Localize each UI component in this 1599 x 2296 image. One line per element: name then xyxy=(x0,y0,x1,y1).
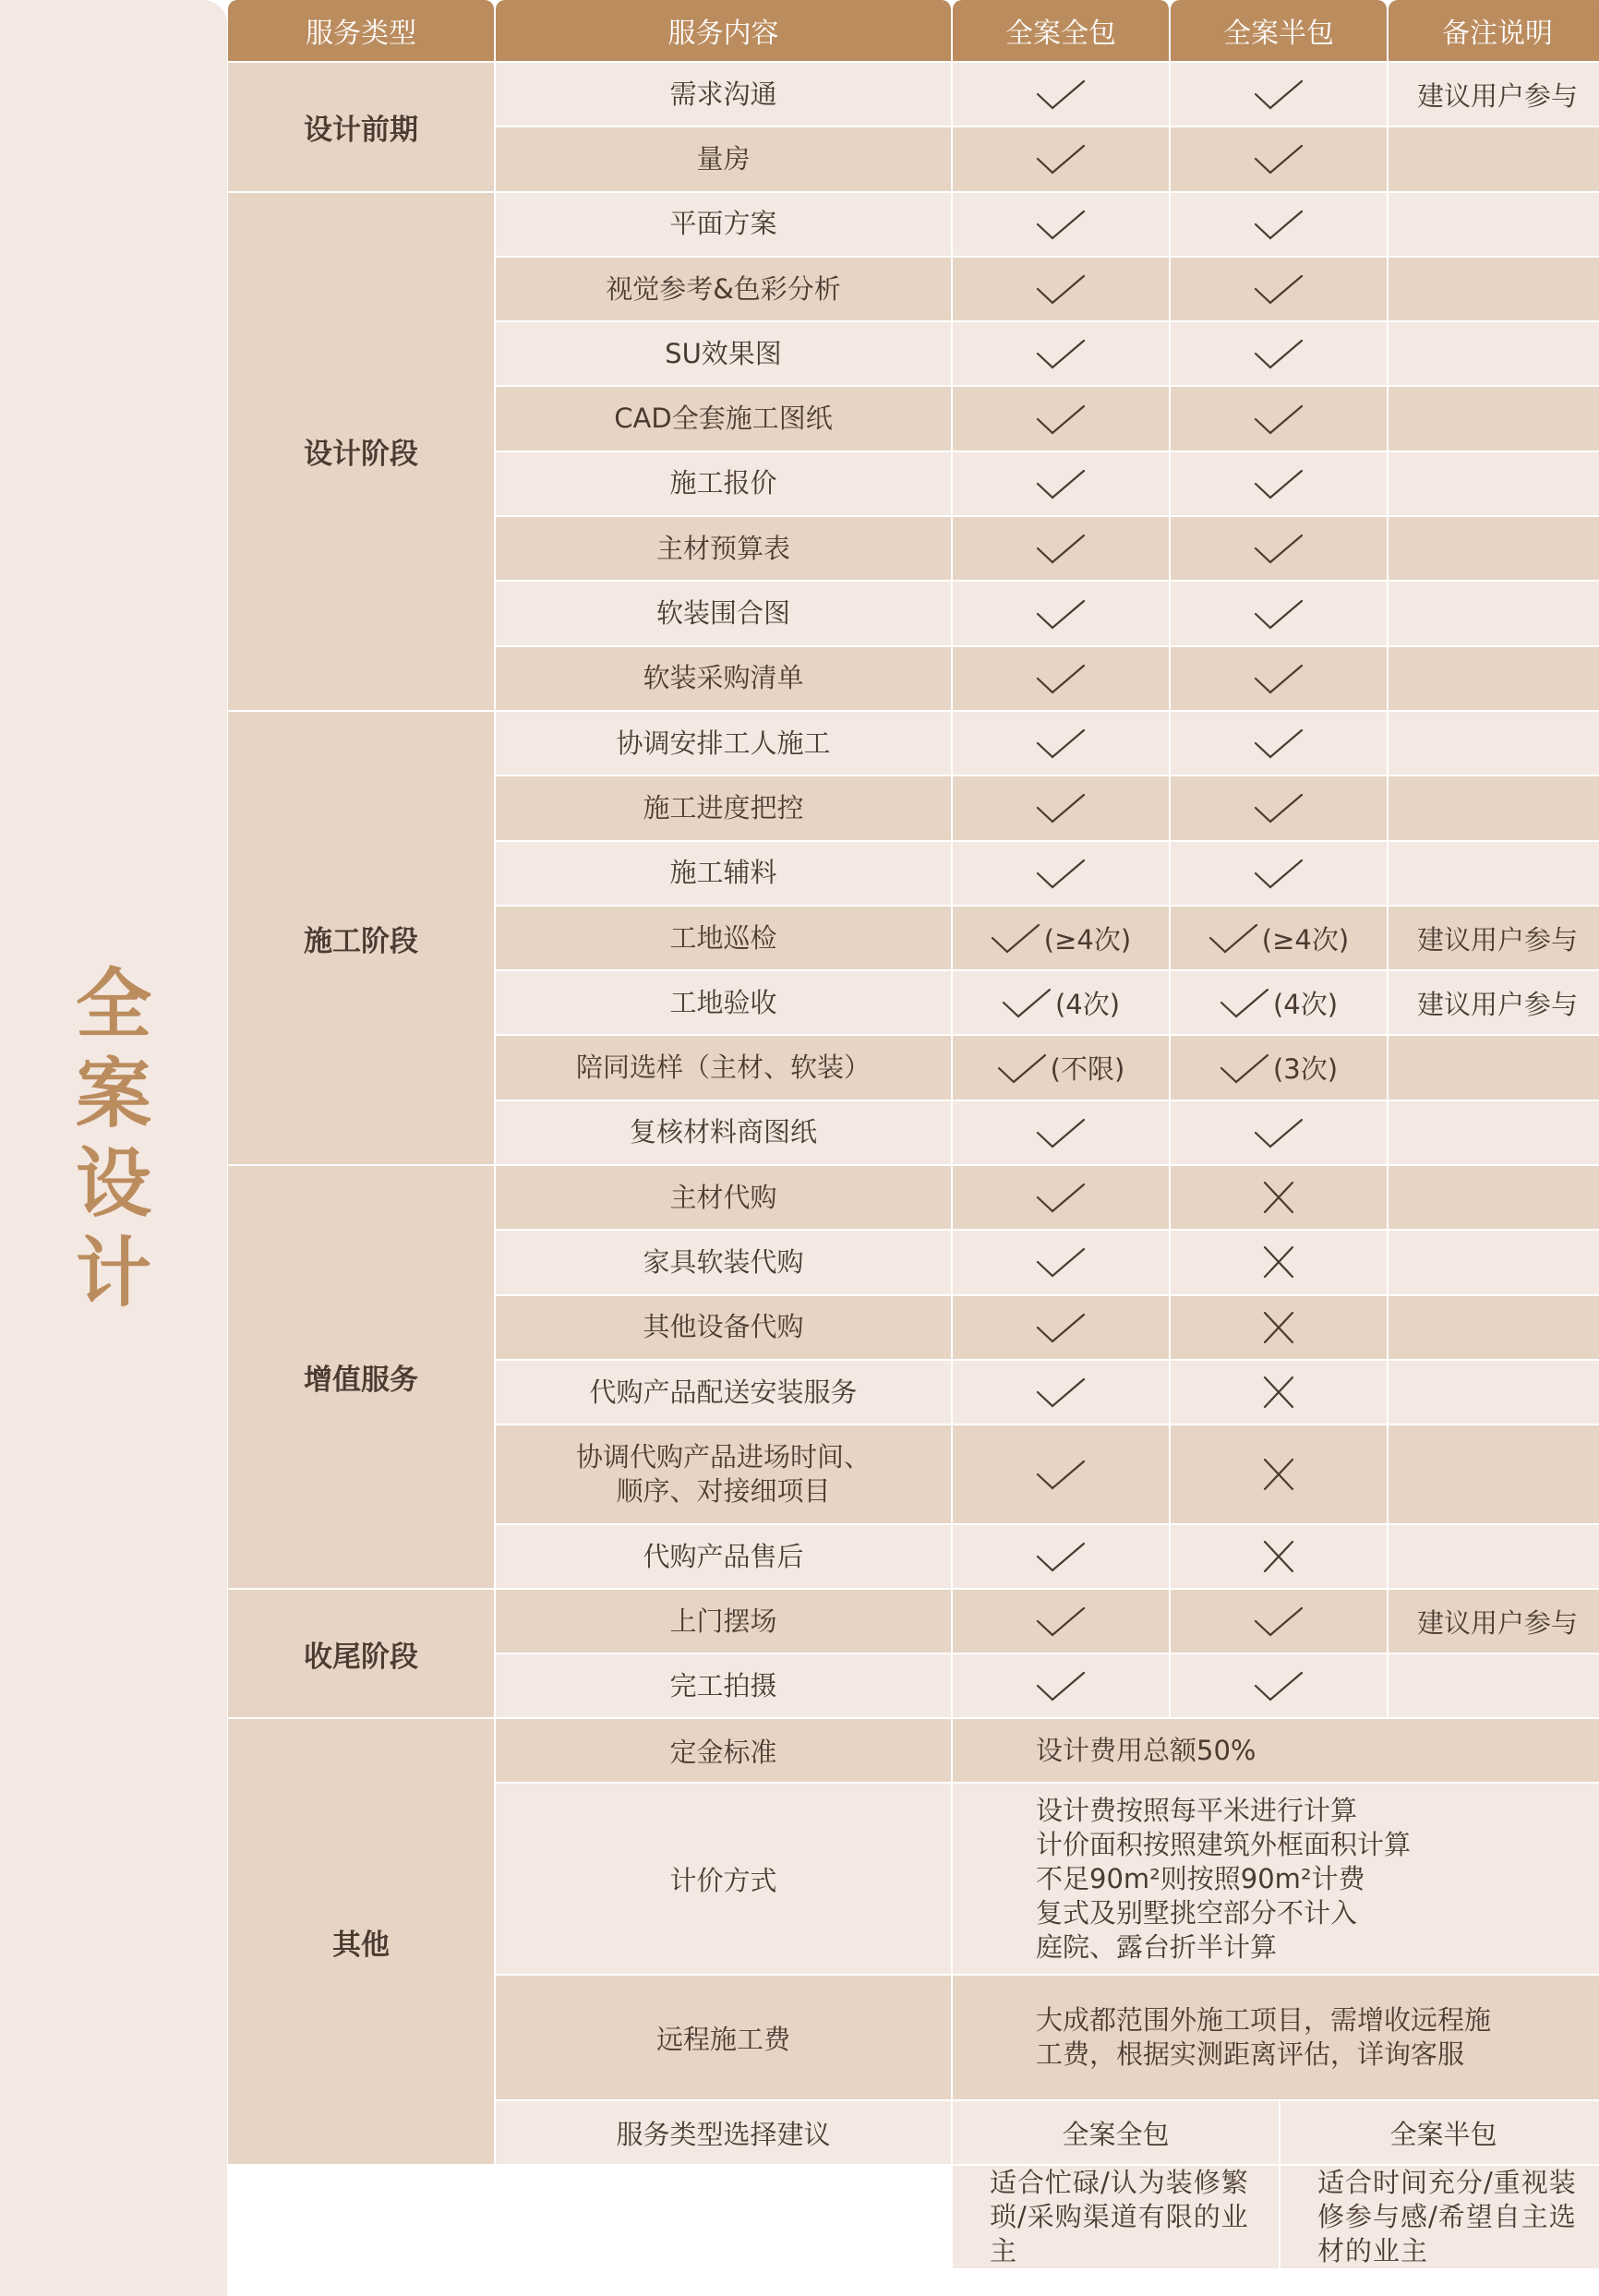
mark xyxy=(1254,727,1304,759)
full-package-cell xyxy=(953,127,1169,190)
remark-cell xyxy=(1389,776,1599,839)
full-package-cell xyxy=(953,582,1169,644)
check-icon xyxy=(1036,792,1086,823)
remark-cell xyxy=(1389,1166,1599,1229)
sidebar-title-char: 案 xyxy=(75,1051,151,1138)
header-cell: 服务类型 xyxy=(228,0,494,61)
mark xyxy=(1036,1541,1086,1572)
half-package-cell xyxy=(1171,63,1387,126)
sidebar-title xyxy=(0,960,227,1318)
half-package-cell xyxy=(1171,776,1387,839)
mark xyxy=(1036,338,1086,369)
mark xyxy=(1036,273,1086,305)
check-icon xyxy=(1036,727,1086,759)
other-value: 设计费用总额50% xyxy=(953,1719,1599,1782)
check-icon xyxy=(1036,209,1086,240)
half-package-cell xyxy=(1171,1590,1387,1653)
full-package-cell xyxy=(953,193,1169,256)
mark xyxy=(1254,338,1304,369)
check-icon xyxy=(1036,1246,1086,1278)
remark-cell xyxy=(1389,258,1599,320)
check-icon xyxy=(1036,1376,1086,1408)
mark xyxy=(1036,1312,1086,1343)
mark xyxy=(1254,792,1304,823)
check-icon xyxy=(1254,727,1304,759)
sidebar-title-char: 设 xyxy=(75,1140,151,1228)
full-package-cell xyxy=(953,517,1169,580)
service-item: 协调代购产品进场时间、 顺序、对接细项目 xyxy=(496,1425,951,1523)
mark xyxy=(1036,209,1086,240)
check-icon xyxy=(1254,1670,1304,1701)
remark-cell xyxy=(1389,1525,1599,1588)
check-icon xyxy=(1036,858,1086,889)
header-cell: 备注说明 xyxy=(1389,0,1599,61)
check-icon xyxy=(1036,1182,1086,1213)
half-package-cell xyxy=(1171,1361,1387,1424)
full-package-cell xyxy=(953,842,1169,905)
mark xyxy=(1036,1605,1086,1637)
cross-icon xyxy=(1254,1312,1304,1343)
remark-cell xyxy=(1389,647,1599,710)
mark xyxy=(1254,1182,1304,1213)
half-package-cell xyxy=(1171,387,1387,450)
remark-cell xyxy=(1389,582,1599,644)
check-icon xyxy=(1254,403,1304,435)
service-item: 陪同选样（主材、软装） xyxy=(496,1036,951,1099)
mark xyxy=(1036,727,1086,759)
mark xyxy=(1036,598,1086,630)
half-package-cell xyxy=(1171,127,1387,190)
service-item: 其他设备代购 xyxy=(496,1296,951,1359)
half-package-cell xyxy=(1171,517,1387,580)
cross-icon xyxy=(1254,1376,1304,1408)
half-package-cell xyxy=(1171,322,1387,385)
mark xyxy=(1036,1376,1086,1408)
mark-note: (4次) xyxy=(1272,988,1339,1020)
mark xyxy=(1254,1376,1304,1408)
mark xyxy=(1036,1670,1086,1701)
mark xyxy=(1254,209,1304,240)
mark xyxy=(1254,78,1304,110)
mark xyxy=(1002,984,1120,1022)
cross-icon xyxy=(1254,1182,1304,1213)
check-icon xyxy=(1254,468,1304,499)
half-package-cell xyxy=(1171,1101,1387,1164)
check-icon xyxy=(1036,663,1086,694)
full-package-cell xyxy=(953,1425,1169,1523)
service-item: 上门摆场 xyxy=(496,1590,951,1653)
remark-cell xyxy=(1389,193,1599,256)
mark xyxy=(1254,1670,1304,1701)
full-package-cell xyxy=(953,1101,1169,1164)
service-item: 视觉参考&色彩分析 xyxy=(496,258,951,320)
remark-cell xyxy=(1389,1101,1599,1164)
mark xyxy=(1208,920,1349,957)
remark-cell xyxy=(1389,712,1599,775)
service-item: 主材预算表 xyxy=(496,517,951,580)
service-item: 施工辅料 xyxy=(496,842,951,905)
full-package-cell xyxy=(953,1231,1169,1293)
half-package-cell xyxy=(1171,842,1387,905)
mark-note: (3次) xyxy=(1272,1053,1339,1086)
mark xyxy=(1220,1049,1338,1087)
service-item: 代购产品配送安装服务 xyxy=(496,1361,951,1424)
check-icon xyxy=(1254,1605,1304,1637)
remark-cell: 建议用户参与 xyxy=(1389,971,1599,1034)
mark-note: (≥4次) xyxy=(1261,923,1350,956)
check-icon xyxy=(1208,922,1258,954)
mark xyxy=(1036,143,1086,174)
check-icon xyxy=(1036,78,1086,110)
category-cell: 设计前期 xyxy=(228,63,494,191)
half-package-cell xyxy=(1171,1166,1387,1229)
remark-cell xyxy=(1389,1654,1599,1717)
check-icon xyxy=(1036,1605,1086,1637)
half-package-cell xyxy=(1171,1425,1387,1523)
suggestion-half-text: 适合时间充分/重视装修参与感/希望自主选材的业主 xyxy=(1280,2166,1599,2268)
mark xyxy=(1254,1117,1304,1148)
remark-cell xyxy=(1389,322,1599,385)
full-package-cell xyxy=(953,1166,1169,1229)
category-cell: 收尾阶段 xyxy=(228,1590,494,1717)
service-item: 复核材料商图纸 xyxy=(496,1101,951,1164)
half-package-cell xyxy=(1171,1231,1387,1293)
mark xyxy=(1254,403,1304,435)
other-value: 设计费按照每平米进行计算 计价面积按照建筑外框面积计算 不足90m²则按照90m²计费 复式及别墅挑空部分不计入 庭院、露台折半计算 xyxy=(953,1784,1599,1974)
half-package-cell xyxy=(1171,452,1387,515)
mark xyxy=(1254,468,1304,499)
service-item: SU效果图 xyxy=(496,322,951,385)
check-icon xyxy=(1036,338,1086,369)
service-item: 软装围合图 xyxy=(496,582,951,644)
service-item: CAD全套施工图纸 xyxy=(496,387,951,450)
remark-cell: 建议用户参与 xyxy=(1389,907,1599,969)
cross-icon xyxy=(1254,1541,1304,1572)
check-icon xyxy=(1220,1052,1269,1084)
check-icon xyxy=(1036,533,1086,564)
other-value: 大成都范围外施工项目，需增收远程施 工费，根据实测距离评估，详询客服 xyxy=(953,1976,1599,2099)
check-icon xyxy=(1036,1670,1086,1701)
full-package-cell xyxy=(953,712,1169,775)
half-package-cell xyxy=(1171,193,1387,256)
mark xyxy=(1036,663,1086,694)
remark-cell xyxy=(1389,1231,1599,1293)
full-package-cell xyxy=(953,1361,1169,1424)
check-icon xyxy=(1036,468,1086,499)
service-item: 工地验收 xyxy=(496,971,951,1034)
check-icon xyxy=(1036,273,1086,305)
suggestion-half-title: 全案半包 xyxy=(1280,2101,1599,2164)
sidebar-title-char: 全 xyxy=(75,961,151,1049)
mark xyxy=(1254,143,1304,174)
check-icon xyxy=(1036,1312,1086,1343)
half-package-cell xyxy=(1171,1654,1387,1717)
mark-note: (不限) xyxy=(1050,1053,1125,1086)
mark xyxy=(1036,1182,1086,1213)
remark-cell xyxy=(1389,842,1599,905)
mark xyxy=(1254,533,1304,564)
full-package-cell xyxy=(953,1296,1169,1359)
cross-icon xyxy=(1254,1246,1304,1278)
check-icon xyxy=(1002,987,1052,1018)
category-cell: 增值服务 xyxy=(228,1166,494,1588)
mark xyxy=(1254,1246,1304,1278)
full-package-cell xyxy=(953,322,1169,385)
mark xyxy=(1254,1312,1304,1343)
mark xyxy=(1036,78,1086,110)
remark-cell xyxy=(1389,387,1599,450)
half-package-cell xyxy=(1171,1036,1387,1099)
remark-cell: 建议用户参与 xyxy=(1389,1590,1599,1653)
mark xyxy=(1254,273,1304,305)
half-package-cell xyxy=(1171,907,1387,969)
mark xyxy=(1254,858,1304,889)
check-icon xyxy=(1254,143,1304,174)
check-icon xyxy=(991,922,1040,954)
half-package-cell xyxy=(1171,647,1387,710)
full-package-cell xyxy=(953,452,1169,515)
category-cell: 施工阶段 xyxy=(228,712,494,1164)
remark-cell xyxy=(1389,127,1599,190)
remark-cell xyxy=(1389,1296,1599,1359)
check-icon xyxy=(1254,533,1304,564)
mark xyxy=(1036,403,1086,435)
check-icon xyxy=(1036,403,1086,435)
check-icon xyxy=(1254,78,1304,110)
header-cell: 全案全包 xyxy=(953,0,1169,61)
other-item: 计价方式 xyxy=(496,1784,951,1974)
full-package-cell xyxy=(953,776,1169,839)
mark xyxy=(1036,792,1086,823)
service-item: 完工拍摄 xyxy=(496,1654,951,1717)
check-icon xyxy=(1036,1459,1086,1490)
full-package-cell xyxy=(953,387,1169,450)
check-icon xyxy=(1254,273,1304,305)
mark xyxy=(1254,1459,1304,1490)
check-icon xyxy=(1036,598,1086,630)
check-icon xyxy=(1254,598,1304,630)
check-icon xyxy=(1220,987,1269,1018)
full-package-cell xyxy=(953,1654,1169,1717)
suggestion-item: 服务类型选择建议 xyxy=(496,2101,951,2164)
mark xyxy=(1220,984,1338,1022)
mark xyxy=(1036,1117,1086,1148)
mark xyxy=(1254,663,1304,694)
mark xyxy=(1254,1605,1304,1637)
half-package-cell xyxy=(1171,1296,1387,1359)
category-cell: 其他 xyxy=(228,1719,494,2164)
mark xyxy=(1036,858,1086,889)
suggestion-panel xyxy=(953,2101,1599,2267)
sidebar xyxy=(0,0,227,2296)
check-icon xyxy=(1254,792,1304,823)
service-item: 工地巡检 xyxy=(496,907,951,969)
full-package-cell xyxy=(953,1590,1169,1653)
check-icon xyxy=(1036,1117,1086,1148)
service-item: 软装采购清单 xyxy=(496,647,951,710)
service-table xyxy=(228,0,1599,2296)
service-item: 家具软装代购 xyxy=(496,1231,951,1293)
full-package-cell xyxy=(953,258,1169,320)
header-cell: 服务内容 xyxy=(496,0,951,61)
mark xyxy=(1254,1541,1304,1572)
check-icon xyxy=(1254,1117,1304,1148)
suggestion-full-title: 全案全包 xyxy=(953,2101,1279,2164)
mark-note: (4次) xyxy=(1054,988,1121,1020)
mark xyxy=(1036,533,1086,564)
mark xyxy=(1036,468,1086,499)
check-icon xyxy=(1254,209,1304,240)
service-item: 协调安排工人施工 xyxy=(496,712,951,775)
check-icon xyxy=(1254,663,1304,694)
header-cell: 全案半包 xyxy=(1171,0,1387,61)
suggestion-full-text: 适合忙碌/认为装修繁琐/采购渠道有限的业主 xyxy=(953,2166,1279,2268)
half-package-cell xyxy=(1171,712,1387,775)
service-item: 量房 xyxy=(496,127,951,190)
check-icon xyxy=(1036,1541,1086,1572)
check-icon xyxy=(1036,143,1086,174)
mark-note: (≥4次) xyxy=(1043,923,1132,956)
mark xyxy=(991,920,1131,957)
cross-icon xyxy=(1254,1459,1304,1490)
service-item: 施工进度把控 xyxy=(496,776,951,839)
service-item: 代购产品售后 xyxy=(496,1525,951,1588)
check-icon xyxy=(1254,338,1304,369)
remark-cell xyxy=(1389,517,1599,580)
full-package-cell xyxy=(953,1525,1169,1588)
service-item: 施工报价 xyxy=(496,452,951,515)
full-package-cell xyxy=(953,647,1169,710)
other-item: 定金标准 xyxy=(496,1719,951,1782)
half-package-cell xyxy=(1171,1525,1387,1588)
category-cell: 设计阶段 xyxy=(228,193,494,710)
service-item: 主材代购 xyxy=(496,1166,951,1229)
other-item: 远程施工费 xyxy=(496,1976,951,2099)
full-package-cell xyxy=(953,63,1169,126)
mark xyxy=(1036,1246,1086,1278)
remark-cell xyxy=(1389,452,1599,515)
sidebar-title-char: 计 xyxy=(75,1230,151,1317)
remark-cell xyxy=(1389,1361,1599,1424)
half-package-cell xyxy=(1171,258,1387,320)
mark xyxy=(1254,598,1304,630)
service-item: 需求沟通 xyxy=(496,63,951,126)
check-icon xyxy=(997,1052,1047,1084)
remark-cell xyxy=(1389,1425,1599,1523)
full-package-cell xyxy=(953,907,1169,969)
mark xyxy=(1036,1459,1086,1490)
full-package-cell xyxy=(953,971,1169,1034)
mark xyxy=(997,1049,1125,1087)
half-package-cell xyxy=(1171,971,1387,1034)
remark-cell xyxy=(1389,1036,1599,1099)
remark-cell: 建议用户参与 xyxy=(1389,63,1599,126)
full-package-cell xyxy=(953,1036,1169,1099)
check-icon xyxy=(1254,858,1304,889)
service-item: 平面方案 xyxy=(496,193,951,256)
half-package-cell xyxy=(1171,582,1387,644)
